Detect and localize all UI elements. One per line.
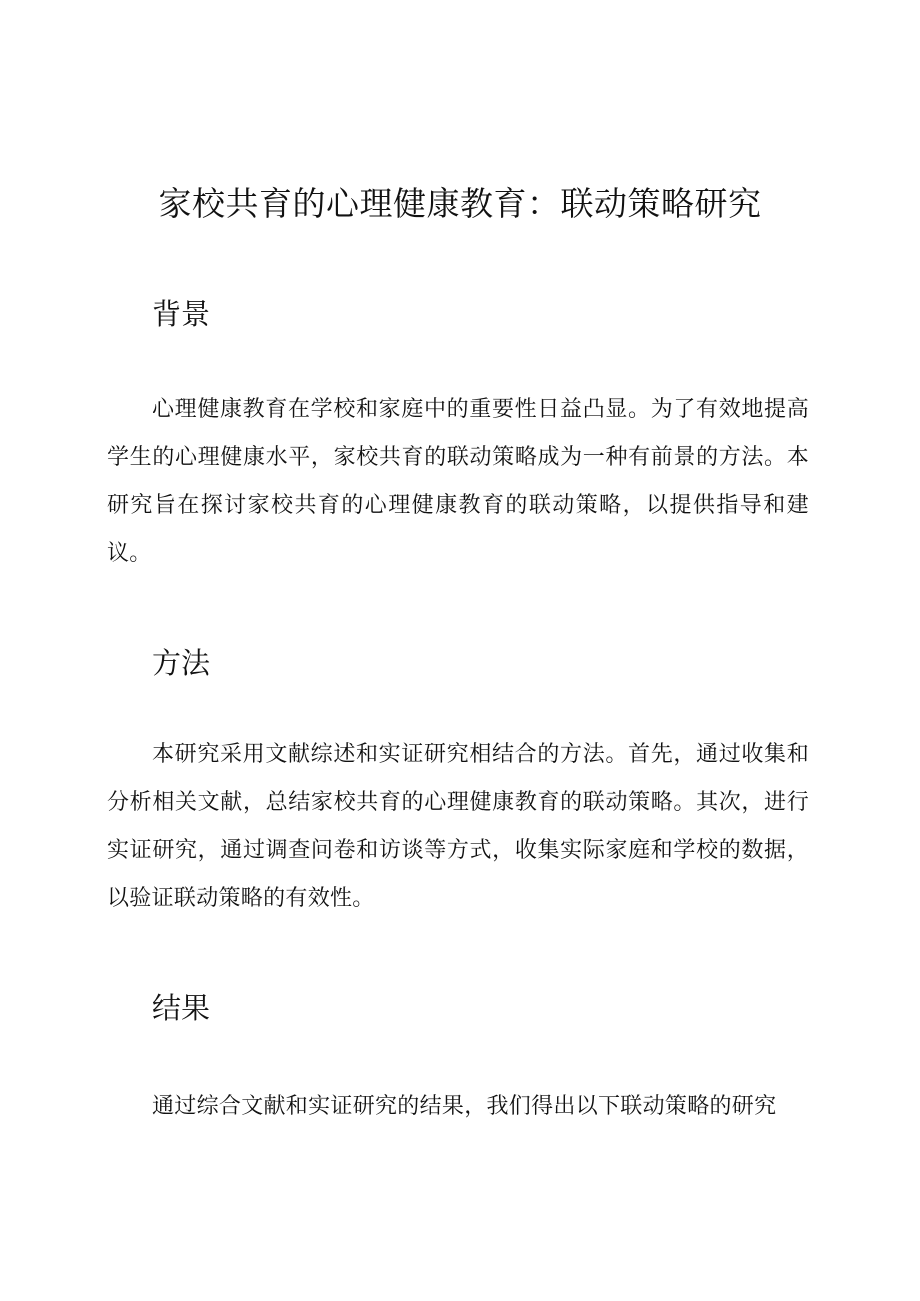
section-heading-method: 方法 xyxy=(152,646,211,680)
section-heading-results: 结果 xyxy=(152,991,211,1025)
paragraph-background: 心理健康教育在学校和家庭中的重要性日益凸显。为了有效地提高学生的心理健康水平，家校共育的联动策略成为一种有前景的方法。本研究旨在探讨家校共育的心理健康教育的联动策略，以提供指导和建议。 xyxy=(107,397,809,566)
page-title: 家校共育的心理健康教育：联动策略研究 xyxy=(158,184,762,223)
section-heading-background: 背景 xyxy=(152,297,211,331)
paragraph-method: 本研究采用文献综述和实证研究相结合的方法。首先，通过收集和分析相关文献，总结家校共育的心理健康教育的联动策略。其次，进行实证研究，通过调查问卷和访谈等方式，收集实际家庭和学校的数据，以验证联动策略的有效性。 xyxy=(107,742,809,911)
paragraph-results: 通过综合文献和实证研究的结果，我们得出以下联动策略的研究 xyxy=(152,1094,777,1119)
